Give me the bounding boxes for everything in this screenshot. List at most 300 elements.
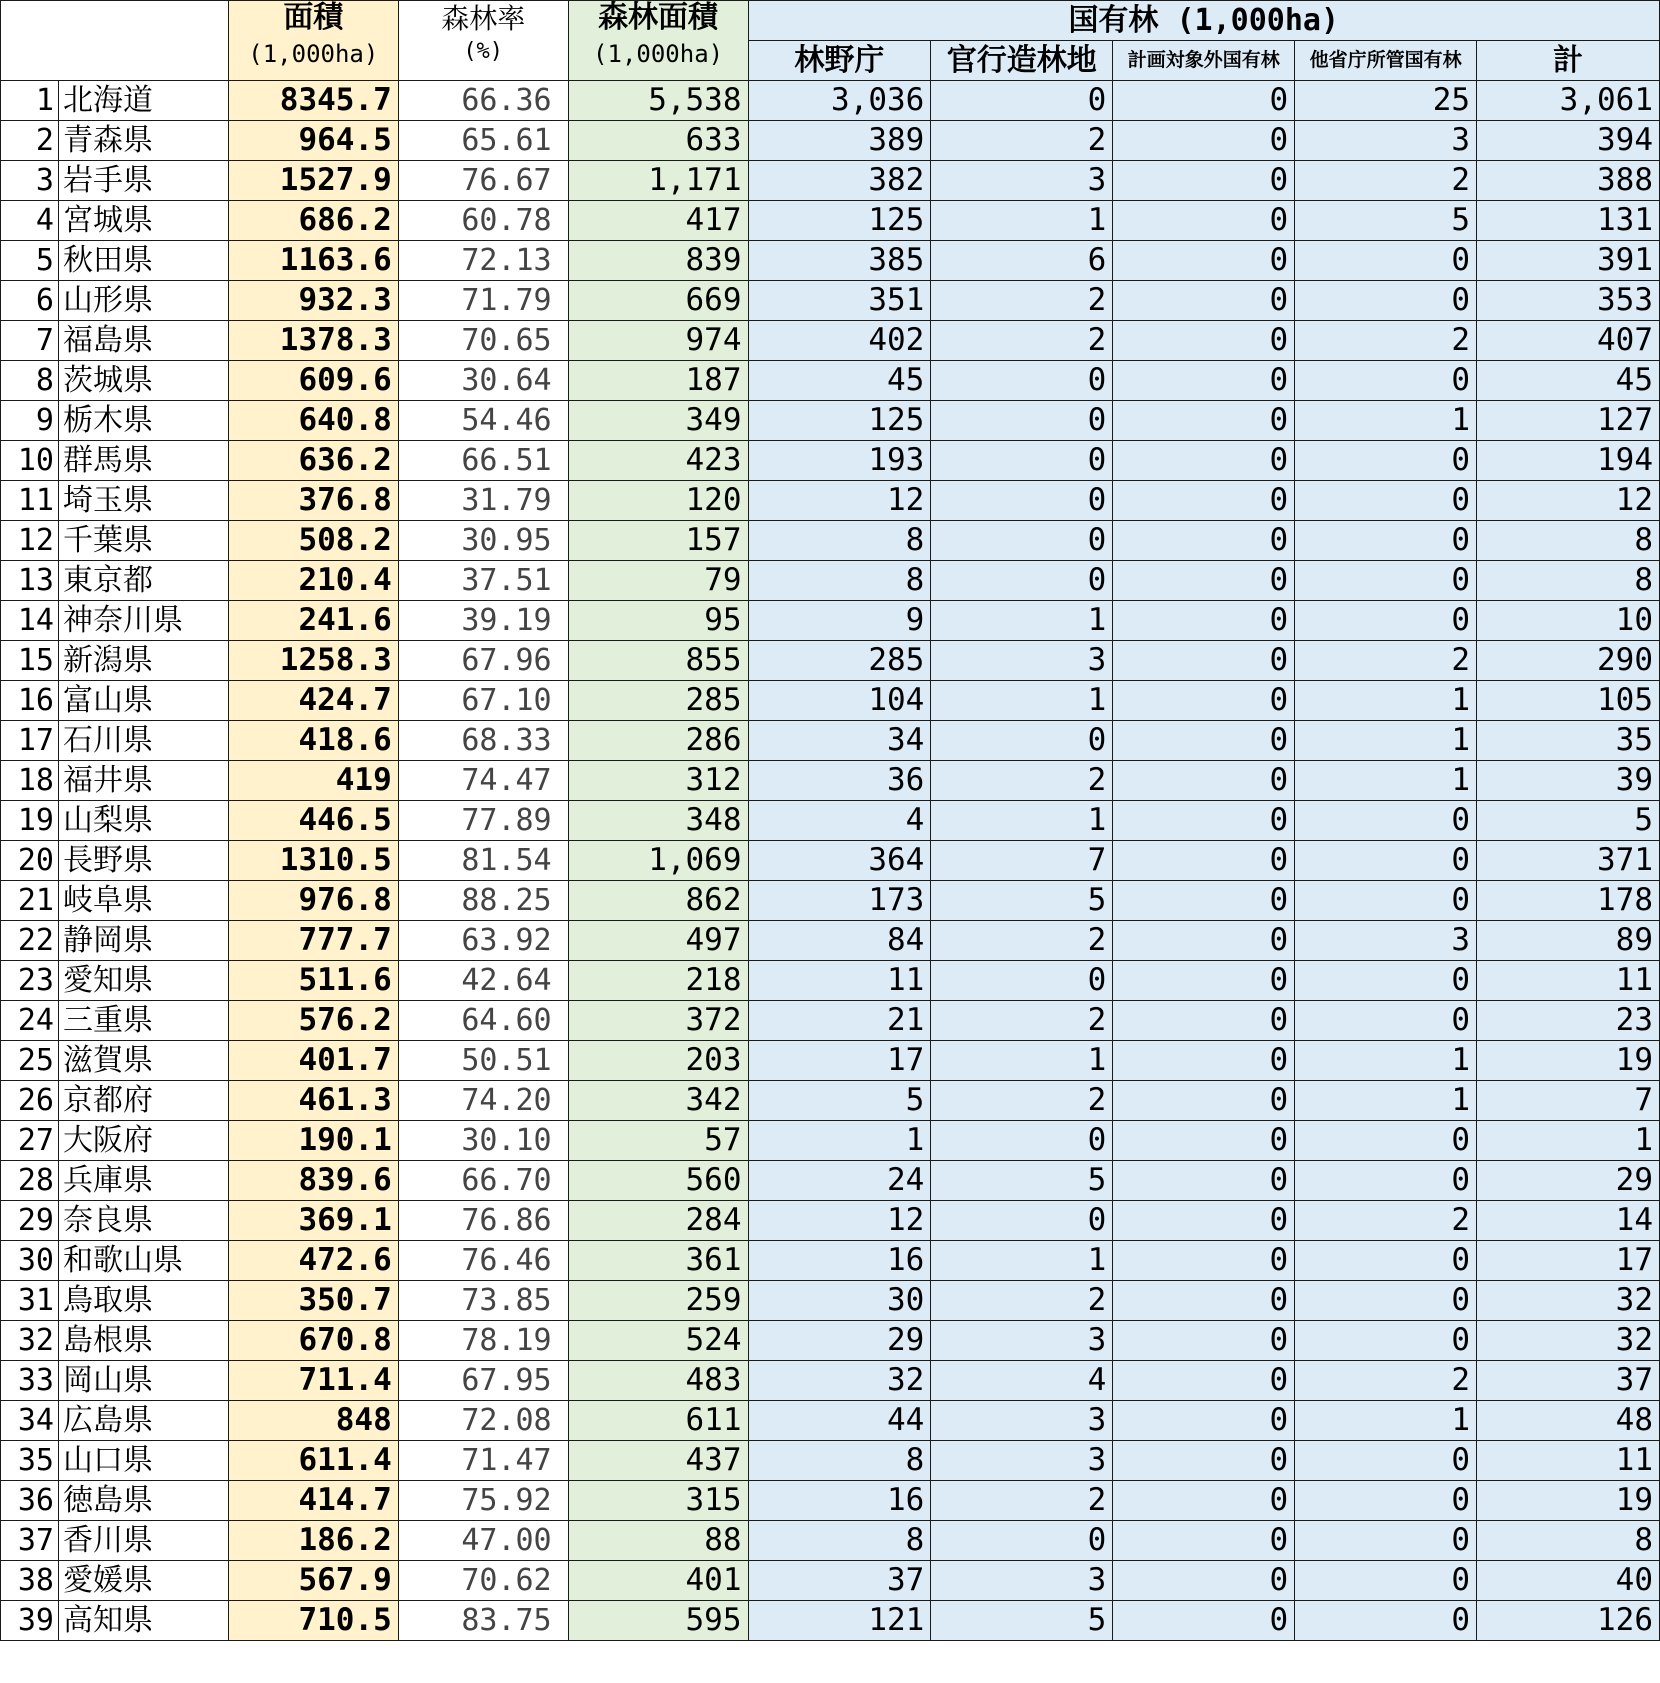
other-ministry-cell[interactable]: 0 xyxy=(1295,521,1477,561)
other-ministry-cell[interactable]: 0 xyxy=(1295,281,1477,321)
prefecture-cell[interactable]: 岩手県 xyxy=(58,161,228,201)
forest-rate-cell[interactable]: 50.51 xyxy=(398,1041,568,1081)
total-cell[interactable]: 8 xyxy=(1477,521,1660,561)
forest-area-cell[interactable]: 839 xyxy=(568,241,748,281)
forest-area-cell[interactable]: 95 xyxy=(568,601,748,641)
forestry-agency-cell[interactable]: 104 xyxy=(748,681,931,721)
row-number-cell[interactable]: 13 xyxy=(1,561,59,601)
other-ministry-cell[interactable]: 1 xyxy=(1295,1081,1477,1121)
unplanned-national-cell[interactable]: 0 xyxy=(1113,1361,1295,1401)
forestry-agency-cell[interactable]: 193 xyxy=(748,441,931,481)
header-total[interactable]: 計 xyxy=(1477,41,1660,81)
area-cell[interactable]: 414.7 xyxy=(228,1481,398,1521)
forest-rate-cell[interactable]: 81.54 xyxy=(398,841,568,881)
row-number-cell[interactable]: 33 xyxy=(1,1361,59,1401)
area-cell[interactable]: 567.9 xyxy=(228,1561,398,1601)
prefecture-cell[interactable]: 和歌山県 xyxy=(58,1241,228,1281)
other-ministry-cell[interactable]: 0 xyxy=(1295,241,1477,281)
row-number-cell[interactable]: 20 xyxy=(1,841,59,881)
forest-area-cell[interactable]: 417 xyxy=(568,201,748,241)
forest-rate-cell[interactable]: 66.36 xyxy=(398,81,568,121)
forest-area-cell[interactable]: 120 xyxy=(568,481,748,521)
prefecture-cell[interactable]: 奈良県 xyxy=(58,1201,228,1241)
total-cell[interactable]: 1 xyxy=(1477,1121,1660,1161)
other-ministry-cell[interactable]: 1 xyxy=(1295,681,1477,721)
total-cell[interactable]: 194 xyxy=(1477,441,1660,481)
forestry-agency-cell[interactable]: 1 xyxy=(748,1121,931,1161)
area-cell[interactable]: 401.7 xyxy=(228,1041,398,1081)
total-cell[interactable]: 37 xyxy=(1477,1361,1660,1401)
unplanned-national-cell[interactable]: 0 xyxy=(1113,441,1295,481)
area-cell[interactable]: 711.4 xyxy=(228,1361,398,1401)
government-plantation-cell[interactable]: 0 xyxy=(931,481,1113,521)
unplanned-national-cell[interactable]: 0 xyxy=(1113,241,1295,281)
area-cell[interactable]: 210.4 xyxy=(228,561,398,601)
forest-rate-cell[interactable]: 72.13 xyxy=(398,241,568,281)
forest-rate-cell[interactable]: 39.19 xyxy=(398,601,568,641)
area-cell[interactable]: 576.2 xyxy=(228,1001,398,1041)
forest-rate-cell[interactable]: 37.51 xyxy=(398,561,568,601)
forestry-agency-cell[interactable]: 17 xyxy=(748,1041,931,1081)
other-ministry-cell[interactable]: 0 xyxy=(1295,1561,1477,1601)
government-plantation-cell[interactable]: 5 xyxy=(931,1601,1113,1641)
total-cell[interactable]: 105 xyxy=(1477,681,1660,721)
government-plantation-cell[interactable]: 2 xyxy=(931,281,1113,321)
unplanned-national-cell[interactable]: 0 xyxy=(1113,641,1295,681)
prefecture-cell[interactable]: 京都府 xyxy=(58,1081,228,1121)
government-plantation-cell[interactable]: 2 xyxy=(931,1081,1113,1121)
other-ministry-cell[interactable]: 0 xyxy=(1295,561,1477,601)
prefecture-cell[interactable]: 三重県 xyxy=(58,1001,228,1041)
forest-area-cell[interactable]: 342 xyxy=(568,1081,748,1121)
forest-rate-cell[interactable]: 77.89 xyxy=(398,801,568,841)
row-number-cell[interactable]: 10 xyxy=(1,441,59,481)
forest-rate-cell[interactable]: 71.79 xyxy=(398,281,568,321)
row-number-cell[interactable]: 9 xyxy=(1,401,59,441)
prefecture-cell[interactable]: 福井県 xyxy=(58,761,228,801)
forest-area-cell[interactable]: 361 xyxy=(568,1241,748,1281)
header-national-forest[interactable]: 国有林 (1,000ha) xyxy=(748,1,1659,41)
unplanned-national-cell[interactable]: 0 xyxy=(1113,1281,1295,1321)
other-ministry-cell[interactable]: 2 xyxy=(1295,1361,1477,1401)
forest-rate-cell[interactable]: 74.47 xyxy=(398,761,568,801)
forest-area-cell[interactable]: 437 xyxy=(568,1441,748,1481)
other-ministry-cell[interactable]: 0 xyxy=(1295,601,1477,641)
prefecture-cell[interactable]: 大阪府 xyxy=(58,1121,228,1161)
other-ministry-cell[interactable]: 0 xyxy=(1295,961,1477,1001)
forest-rate-cell[interactable]: 78.19 xyxy=(398,1321,568,1361)
other-ministry-cell[interactable]: 0 xyxy=(1295,841,1477,881)
prefecture-cell[interactable]: 神奈川県 xyxy=(58,601,228,641)
forest-rate-cell[interactable]: 76.46 xyxy=(398,1241,568,1281)
area-cell[interactable]: 932.3 xyxy=(228,281,398,321)
other-ministry-cell[interactable]: 0 xyxy=(1295,801,1477,841)
forest-area-cell[interactable]: 855 xyxy=(568,641,748,681)
row-number-cell[interactable]: 17 xyxy=(1,721,59,761)
forest-rate-cell[interactable]: 71.47 xyxy=(398,1441,568,1481)
forestry-agency-cell[interactable]: 9 xyxy=(748,601,931,641)
area-cell[interactable]: 8345.7 xyxy=(228,81,398,121)
other-ministry-cell[interactable]: 0 xyxy=(1295,1481,1477,1521)
total-cell[interactable]: 8 xyxy=(1477,561,1660,601)
forest-rate-cell[interactable]: 75.92 xyxy=(398,1481,568,1521)
forest-area-cell[interactable]: 284 xyxy=(568,1201,748,1241)
area-cell[interactable]: 511.6 xyxy=(228,961,398,1001)
forest-area-cell[interactable]: 669 xyxy=(568,281,748,321)
government-plantation-cell[interactable]: 7 xyxy=(931,841,1113,881)
forestry-agency-cell[interactable]: 382 xyxy=(748,161,931,201)
unplanned-national-cell[interactable]: 0 xyxy=(1113,361,1295,401)
row-number-cell[interactable]: 1 xyxy=(1,81,59,121)
forest-area-cell[interactable]: 401 xyxy=(568,1561,748,1601)
row-number-cell[interactable]: 19 xyxy=(1,801,59,841)
forest-rate-cell[interactable]: 76.86 xyxy=(398,1201,568,1241)
forestry-agency-cell[interactable]: 351 xyxy=(748,281,931,321)
area-cell[interactable]: 686.2 xyxy=(228,201,398,241)
forest-area-cell[interactable]: 1,069 xyxy=(568,841,748,881)
prefecture-cell[interactable]: 北海道 xyxy=(58,81,228,121)
forest-rate-cell[interactable]: 63.92 xyxy=(398,921,568,961)
government-plantation-cell[interactable]: 0 xyxy=(931,441,1113,481)
area-cell[interactable]: 241.6 xyxy=(228,601,398,641)
total-cell[interactable]: 32 xyxy=(1477,1281,1660,1321)
government-plantation-cell[interactable]: 1 xyxy=(931,1041,1113,1081)
government-plantation-cell[interactable]: 0 xyxy=(931,1121,1113,1161)
prefecture-cell[interactable]: 山形県 xyxy=(58,281,228,321)
forestry-agency-cell[interactable]: 125 xyxy=(748,401,931,441)
prefecture-cell[interactable]: 岡山県 xyxy=(58,1361,228,1401)
area-cell[interactable]: 1527.9 xyxy=(228,161,398,201)
prefecture-cell[interactable]: 千葉県 xyxy=(58,521,228,561)
forest-area-cell[interactable]: 88 xyxy=(568,1521,748,1561)
other-ministry-cell[interactable]: 0 xyxy=(1295,1281,1477,1321)
other-ministry-cell[interactable]: 0 xyxy=(1295,1241,1477,1281)
row-number-cell[interactable]: 37 xyxy=(1,1521,59,1561)
forest-area-cell[interactable]: 560 xyxy=(568,1161,748,1201)
total-cell[interactable]: 371 xyxy=(1477,841,1660,881)
row-number-cell[interactable]: 25 xyxy=(1,1041,59,1081)
total-cell[interactable]: 3,061 xyxy=(1477,81,1660,121)
total-cell[interactable]: 12 xyxy=(1477,481,1660,521)
prefecture-cell[interactable]: 福島県 xyxy=(58,321,228,361)
area-cell[interactable]: 609.6 xyxy=(228,361,398,401)
area-cell[interactable]: 777.7 xyxy=(228,921,398,961)
total-cell[interactable]: 131 xyxy=(1477,201,1660,241)
government-plantation-cell[interactable]: 0 xyxy=(931,361,1113,401)
prefecture-cell[interactable]: 愛知県 xyxy=(58,961,228,1001)
forestry-agency-cell[interactable]: 12 xyxy=(748,481,931,521)
forest-area-cell[interactable]: 611 xyxy=(568,1401,748,1441)
row-number-cell[interactable]: 14 xyxy=(1,601,59,641)
forestry-agency-cell[interactable]: 16 xyxy=(748,1241,931,1281)
forest-rate-cell[interactable]: 30.64 xyxy=(398,361,568,401)
forestry-agency-cell[interactable]: 84 xyxy=(748,921,931,961)
other-ministry-cell[interactable]: 1 xyxy=(1295,721,1477,761)
government-plantation-cell[interactable]: 5 xyxy=(931,881,1113,921)
forestry-agency-cell[interactable]: 29 xyxy=(748,1321,931,1361)
government-plantation-cell[interactable]: 6 xyxy=(931,241,1113,281)
prefecture-cell[interactable]: 愛媛県 xyxy=(58,1561,228,1601)
forest-area-cell[interactable]: 974 xyxy=(568,321,748,361)
total-cell[interactable]: 48 xyxy=(1477,1401,1660,1441)
forest-area-cell[interactable]: 315 xyxy=(568,1481,748,1521)
unplanned-national-cell[interactable]: 0 xyxy=(1113,481,1295,521)
other-ministry-cell[interactable]: 0 xyxy=(1295,361,1477,401)
unplanned-national-cell[interactable]: 0 xyxy=(1113,1441,1295,1481)
forest-rate-cell[interactable]: 74.20 xyxy=(398,1081,568,1121)
forest-rate-cell[interactable]: 64.60 xyxy=(398,1001,568,1041)
row-number-cell[interactable]: 8 xyxy=(1,361,59,401)
row-number-cell[interactable]: 29 xyxy=(1,1201,59,1241)
forest-rate-cell[interactable]: 65.61 xyxy=(398,121,568,161)
prefecture-cell[interactable]: 広島県 xyxy=(58,1401,228,1441)
row-number-cell[interactable]: 35 xyxy=(1,1441,59,1481)
other-ministry-cell[interactable]: 2 xyxy=(1295,641,1477,681)
prefecture-cell[interactable]: 滋賀県 xyxy=(58,1041,228,1081)
forest-area-cell[interactable]: 372 xyxy=(568,1001,748,1041)
forest-area-cell[interactable]: 218 xyxy=(568,961,748,1001)
area-cell[interactable]: 418.6 xyxy=(228,721,398,761)
forest-rate-cell[interactable]: 68.33 xyxy=(398,721,568,761)
unplanned-national-cell[interactable]: 0 xyxy=(1113,521,1295,561)
area-cell[interactable]: 446.5 xyxy=(228,801,398,841)
unplanned-national-cell[interactable]: 0 xyxy=(1113,841,1295,881)
total-cell[interactable]: 127 xyxy=(1477,401,1660,441)
government-plantation-cell[interactable]: 1 xyxy=(931,601,1113,641)
forest-area-cell[interactable]: 187 xyxy=(568,361,748,401)
government-plantation-cell[interactable]: 2 xyxy=(931,321,1113,361)
unplanned-national-cell[interactable]: 0 xyxy=(1113,681,1295,721)
area-cell[interactable]: 611.4 xyxy=(228,1441,398,1481)
prefecture-cell[interactable]: 茨城県 xyxy=(58,361,228,401)
forestry-agency-cell[interactable]: 121 xyxy=(748,1601,931,1641)
forest-area-cell[interactable]: 5,538 xyxy=(568,81,748,121)
header-unplanned-national[interactable]: 計画対象外国有林 xyxy=(1113,41,1295,81)
unplanned-national-cell[interactable]: 0 xyxy=(1113,961,1295,1001)
forestry-agency-cell[interactable]: 173 xyxy=(748,881,931,921)
prefecture-cell[interactable]: 新潟県 xyxy=(58,641,228,681)
forest-area-cell[interactable]: 57 xyxy=(568,1121,748,1161)
forestry-agency-cell[interactable]: 12 xyxy=(748,1201,931,1241)
unplanned-national-cell[interactable]: 0 xyxy=(1113,1321,1295,1361)
area-cell[interactable]: 640.8 xyxy=(228,401,398,441)
forest-area-cell[interactable]: 285 xyxy=(568,681,748,721)
area-cell[interactable]: 636.2 xyxy=(228,441,398,481)
other-ministry-cell[interactable]: 1 xyxy=(1295,1401,1477,1441)
forestry-agency-cell[interactable]: 385 xyxy=(748,241,931,281)
row-number-cell[interactable]: 23 xyxy=(1,961,59,1001)
forest-rate-cell[interactable]: 47.00 xyxy=(398,1521,568,1561)
area-cell[interactable]: 376.8 xyxy=(228,481,398,521)
forest-rate-cell[interactable]: 83.75 xyxy=(398,1601,568,1641)
forest-area-cell[interactable]: 1,171 xyxy=(568,161,748,201)
government-plantation-cell[interactable]: 0 xyxy=(931,81,1113,121)
other-ministry-cell[interactable]: 0 xyxy=(1295,881,1477,921)
forest-rate-cell[interactable]: 67.95 xyxy=(398,1361,568,1401)
forest-area-cell[interactable]: 483 xyxy=(568,1361,748,1401)
forestry-agency-cell[interactable]: 36 xyxy=(748,761,931,801)
forest-rate-cell[interactable]: 73.85 xyxy=(398,1281,568,1321)
row-number-cell[interactable]: 27 xyxy=(1,1121,59,1161)
other-ministry-cell[interactable]: 5 xyxy=(1295,201,1477,241)
area-cell[interactable]: 461.3 xyxy=(228,1081,398,1121)
forestry-agency-cell[interactable]: 34 xyxy=(748,721,931,761)
other-ministry-cell[interactable]: 1 xyxy=(1295,1041,1477,1081)
other-ministry-cell[interactable]: 0 xyxy=(1295,1001,1477,1041)
area-cell[interactable]: 186.2 xyxy=(228,1521,398,1561)
other-ministry-cell[interactable]: 0 xyxy=(1295,481,1477,521)
total-cell[interactable]: 39 xyxy=(1477,761,1660,801)
forest-rate-cell[interactable]: 66.70 xyxy=(398,1161,568,1201)
total-cell[interactable]: 14 xyxy=(1477,1201,1660,1241)
prefecture-cell[interactable]: 山梨県 xyxy=(58,801,228,841)
total-cell[interactable]: 35 xyxy=(1477,721,1660,761)
other-ministry-cell[interactable]: 0 xyxy=(1295,1521,1477,1561)
unplanned-national-cell[interactable]: 0 xyxy=(1113,1561,1295,1601)
row-number-cell[interactable]: 4 xyxy=(1,201,59,241)
area-cell[interactable]: 190.1 xyxy=(228,1121,398,1161)
forestry-agency-cell[interactable]: 24 xyxy=(748,1161,931,1201)
forestry-agency-cell[interactable]: 16 xyxy=(748,1481,931,1521)
prefecture-cell[interactable]: 東京都 xyxy=(58,561,228,601)
forest-rate-cell[interactable]: 42.64 xyxy=(398,961,568,1001)
row-number-cell[interactable]: 26 xyxy=(1,1081,59,1121)
government-plantation-cell[interactable]: 1 xyxy=(931,1241,1113,1281)
row-number-cell[interactable]: 22 xyxy=(1,921,59,961)
other-ministry-cell[interactable]: 1 xyxy=(1295,401,1477,441)
unplanned-national-cell[interactable]: 0 xyxy=(1113,401,1295,441)
forestry-agency-cell[interactable]: 30 xyxy=(748,1281,931,1321)
total-cell[interactable]: 32 xyxy=(1477,1321,1660,1361)
unplanned-national-cell[interactable]: 0 xyxy=(1113,561,1295,601)
other-ministry-cell[interactable]: 3 xyxy=(1295,921,1477,961)
forestry-agency-cell[interactable]: 8 xyxy=(748,521,931,561)
forestry-agency-cell[interactable]: 11 xyxy=(748,961,931,1001)
area-cell[interactable]: 964.5 xyxy=(228,121,398,161)
forest-rate-cell[interactable]: 67.96 xyxy=(398,641,568,681)
total-cell[interactable]: 19 xyxy=(1477,1041,1660,1081)
other-ministry-cell[interactable]: 0 xyxy=(1295,1121,1477,1161)
other-ministry-cell[interactable]: 0 xyxy=(1295,1321,1477,1361)
total-cell[interactable]: 7 xyxy=(1477,1081,1660,1121)
row-number-cell[interactable]: 36 xyxy=(1,1481,59,1521)
government-plantation-cell[interactable]: 0 xyxy=(931,561,1113,601)
area-cell[interactable]: 1163.6 xyxy=(228,241,398,281)
forestry-agency-cell[interactable]: 3,036 xyxy=(748,81,931,121)
other-ministry-cell[interactable]: 25 xyxy=(1295,81,1477,121)
row-number-cell[interactable]: 31 xyxy=(1,1281,59,1321)
unplanned-national-cell[interactable]: 0 xyxy=(1113,921,1295,961)
forest-area-cell[interactable]: 259 xyxy=(568,1281,748,1321)
row-number-cell[interactable]: 12 xyxy=(1,521,59,561)
unplanned-national-cell[interactable]: 0 xyxy=(1113,81,1295,121)
other-ministry-cell[interactable]: 0 xyxy=(1295,1601,1477,1641)
row-number-cell[interactable]: 28 xyxy=(1,1161,59,1201)
total-cell[interactable]: 29 xyxy=(1477,1161,1660,1201)
forest-area-cell[interactable]: 312 xyxy=(568,761,748,801)
government-plantation-cell[interactable]: 3 xyxy=(931,641,1113,681)
header-other-ministry[interactable]: 他省庁所管国有林 xyxy=(1295,41,1477,81)
total-cell[interactable]: 45 xyxy=(1477,361,1660,401)
prefecture-cell[interactable]: 高知県 xyxy=(58,1601,228,1641)
area-cell[interactable]: 350.7 xyxy=(228,1281,398,1321)
unplanned-national-cell[interactable]: 0 xyxy=(1113,1481,1295,1521)
prefecture-cell[interactable]: 岐阜県 xyxy=(58,881,228,921)
prefecture-cell[interactable]: 山口県 xyxy=(58,1441,228,1481)
forestry-agency-cell[interactable]: 45 xyxy=(748,361,931,401)
other-ministry-cell[interactable]: 3 xyxy=(1295,121,1477,161)
prefecture-cell[interactable]: 静岡県 xyxy=(58,921,228,961)
forest-rate-cell[interactable]: 70.62 xyxy=(398,1561,568,1601)
forest-area-cell[interactable]: 862 xyxy=(568,881,748,921)
government-plantation-cell[interactable]: 0 xyxy=(931,721,1113,761)
prefecture-cell[interactable]: 香川県 xyxy=(58,1521,228,1561)
forest-rate-cell[interactable]: 31.79 xyxy=(398,481,568,521)
total-cell[interactable]: 290 xyxy=(1477,641,1660,681)
total-cell[interactable]: 391 xyxy=(1477,241,1660,281)
total-cell[interactable]: 353 xyxy=(1477,281,1660,321)
government-plantation-cell[interactable]: 3 xyxy=(931,1401,1113,1441)
area-cell[interactable]: 848 xyxy=(228,1401,398,1441)
forestry-agency-cell[interactable]: 285 xyxy=(748,641,931,681)
forest-area-cell[interactable]: 349 xyxy=(568,401,748,441)
unplanned-national-cell[interactable]: 0 xyxy=(1113,1241,1295,1281)
unplanned-national-cell[interactable]: 0 xyxy=(1113,1001,1295,1041)
unplanned-national-cell[interactable]: 0 xyxy=(1113,881,1295,921)
unplanned-national-cell[interactable]: 0 xyxy=(1113,601,1295,641)
unplanned-national-cell[interactable]: 0 xyxy=(1113,801,1295,841)
total-cell[interactable]: 11 xyxy=(1477,961,1660,1001)
header-area[interactable] xyxy=(228,1,398,81)
area-cell[interactable]: 508.2 xyxy=(228,521,398,561)
forestry-agency-cell[interactable]: 8 xyxy=(748,1441,931,1481)
forest-area-cell[interactable]: 497 xyxy=(568,921,748,961)
total-cell[interactable]: 5 xyxy=(1477,801,1660,841)
unplanned-national-cell[interactable]: 0 xyxy=(1113,1201,1295,1241)
government-plantation-cell[interactable]: 2 xyxy=(931,1001,1113,1041)
forestry-agency-cell[interactable]: 125 xyxy=(748,201,931,241)
prefecture-cell[interactable]: 徳島県 xyxy=(58,1481,228,1521)
unplanned-national-cell[interactable]: 0 xyxy=(1113,1401,1295,1441)
forestry-agency-cell[interactable]: 44 xyxy=(748,1401,931,1441)
row-number-cell[interactable]: 21 xyxy=(1,881,59,921)
prefecture-cell[interactable]: 長野県 xyxy=(58,841,228,881)
forest-rate-cell[interactable]: 30.95 xyxy=(398,521,568,561)
unplanned-national-cell[interactable]: 0 xyxy=(1113,761,1295,801)
other-ministry-cell[interactable]: 2 xyxy=(1295,161,1477,201)
prefecture-cell[interactable]: 宮城県 xyxy=(58,201,228,241)
forestry-agency-cell[interactable]: 37 xyxy=(748,1561,931,1601)
total-cell[interactable]: 19 xyxy=(1477,1481,1660,1521)
forest-rate-cell[interactable]: 54.46 xyxy=(398,401,568,441)
government-plantation-cell[interactable]: 1 xyxy=(931,201,1113,241)
unplanned-national-cell[interactable]: 0 xyxy=(1113,281,1295,321)
forest-area-cell[interactable]: 203 xyxy=(568,1041,748,1081)
unplanned-national-cell[interactable]: 0 xyxy=(1113,1041,1295,1081)
government-plantation-cell[interactable]: 4 xyxy=(931,1361,1113,1401)
row-number-cell[interactable]: 39 xyxy=(1,1601,59,1641)
government-plantation-cell[interactable]: 5 xyxy=(931,1161,1113,1201)
header-rate[interactable] xyxy=(398,1,568,81)
government-plantation-cell[interactable]: 1 xyxy=(931,801,1113,841)
area-cell[interactable]: 1310.5 xyxy=(228,841,398,881)
unplanned-national-cell[interactable]: 0 xyxy=(1113,721,1295,761)
area-cell[interactable]: 1378.3 xyxy=(228,321,398,361)
government-plantation-cell[interactable]: 3 xyxy=(931,1441,1113,1481)
forest-rate-cell[interactable]: 30.10 xyxy=(398,1121,568,1161)
area-cell[interactable]: 670.8 xyxy=(228,1321,398,1361)
other-ministry-cell[interactable]: 0 xyxy=(1295,1441,1477,1481)
